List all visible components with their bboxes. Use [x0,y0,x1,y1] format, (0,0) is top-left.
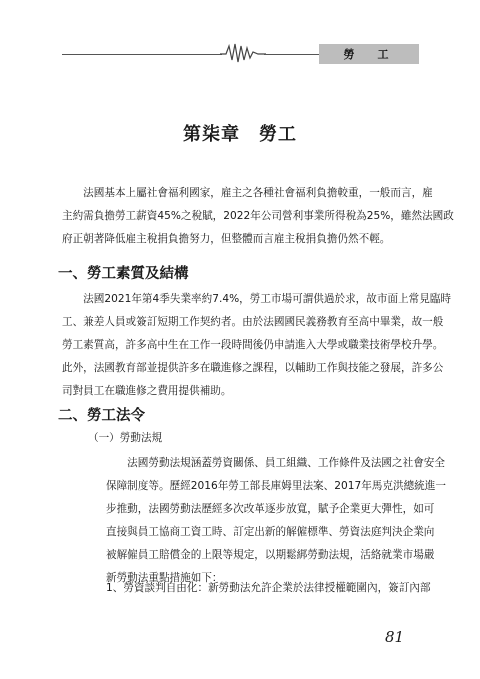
intro-paragraph [62,182,454,251]
text-line: 法國基本上屬社會福利國家，雇主之各種社會福利負擔較重，一般而言，雇 [62,187,433,199]
text-line: 步推動，法國勞動法歷經多次改革逐步放寬，賦予企業更大彈性，如可 [106,503,435,515]
text-line: 府正朝著降低雇主稅捐負擔努力，但整體而言雇主稅捐負擔仍然不輕。 [62,233,391,245]
text-line: 主約需負擔勞工薪資45%之稅賦，2022年公司營利事業所得稅為25%，雖然法國政 [62,210,454,222]
text-line: 法國勞動法規涵蓋勞資關係、員工組織、工作條件及法國之社會安全 [106,457,445,469]
text-line: 司對員工在職進修之費用提供補助。 [62,385,232,397]
text-line: 勞工素質高，許多高中生在工作一段時間後仍申請進入大學或職業技術學校升學。 [62,339,444,351]
header-rule-right [264,54,319,55]
text-line: 保障制度等。歷經2016年勞工部長庫姆里法案、2017年馬克洪總統進一 [106,480,446,492]
text-line: 此外，法國教育部並提供許多在職進修之課程，以輔助工作與技能之發展，許多公 [62,362,444,374]
header-rule-left [62,54,222,55]
section-heading-1: 一、勞工素質及結構 [58,265,189,282]
text-line: 被解僱員工賠償金的上限等規定，以期鬆綁勞動法規，活絡就業市場嚴 [106,549,435,561]
header-section-tab: 勞 工 [319,44,419,64]
text-line: 法國2021年第4季失業率約7.4%，勞工市場可謂供過於求，故市面上常見臨時 [62,293,452,305]
text-line: 直接與員工協商工資工時、訂定出新的解僱標準、勞資法庭判決企業向 [106,526,435,538]
section-heading-2: 二、勞工法令 [58,407,145,424]
text-line: 新勞動法重點措施如下： [106,572,223,584]
section2-paragraph [106,452,446,590]
page-number: 81 [385,628,405,646]
chapter-title: 第柒章 勞工 [183,124,297,145]
subsection-heading: （一）勞動法規 [88,432,163,444]
header-wave-ornament [220,40,266,64]
list-item-1: 1、勞資談判自由化：新勞動法允許企業於法律授權範圍內，簽訂內部 [106,582,431,594]
text-line: 工、兼差人員或簽訂短期工作契約者。由於法國國民義務教育至高中畢業，故一般 [62,316,444,328]
section1-paragraph [62,288,452,403]
